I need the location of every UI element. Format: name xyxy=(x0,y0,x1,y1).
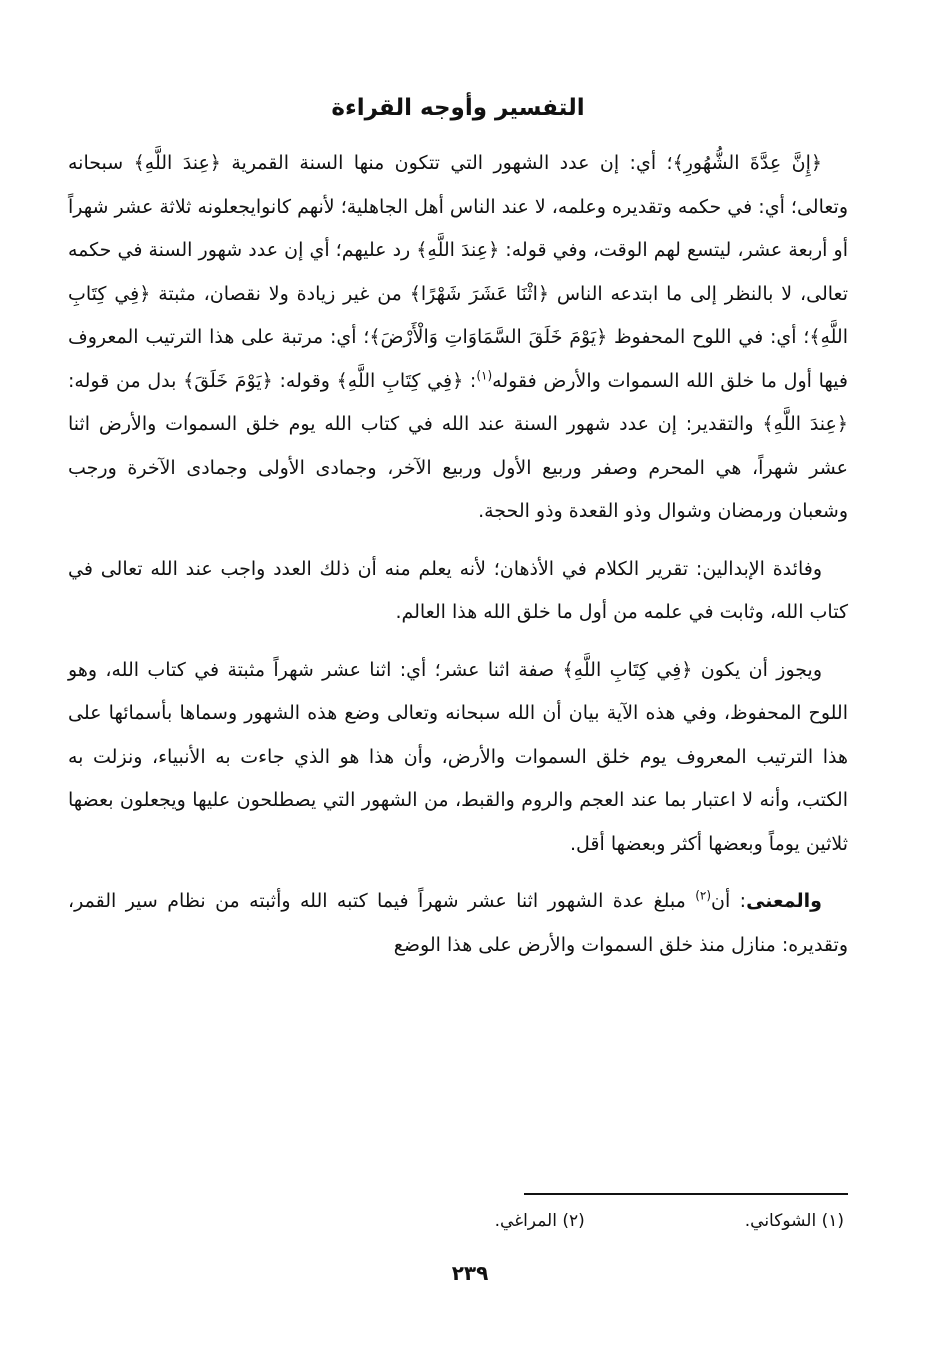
footnote-1: (١) الشوكاني. xyxy=(744,1211,844,1231)
paragraph-1-text: ﴿إِنَّ عِدَّةَ الشُّهُورِ﴾؛ أي: إن عدد الشهور التي تتكون منها السنة القمرية ﴿عِندَ اللَّهِ﴾ سبحانه وتعالى؛ أي: في حكمه وتقديره وعلمه، لا عند الناس أهل الجاهلية؛ لأنهم كانوايجعلونه ثلاثة عشر شهراً أو أربعة عشر، ليتسع لهم الوقت، وفي قوله: ﴿عِندَ اللَّهِ﴾ رد عليهم؛ أي إن عدد شهور السنة في حكمه تعالى، لا بالنظر إلى ما ابتدعه الناس ﴿اثْنَا عَشَرَ شَهْرًا﴾ من غير زيادة ولا نقصان، مثبتة ﴿فِي كِتَابِ اللَّهِ﴾؛ أي: في اللوح المحفوظ ﴿يَوْمَ خَلَقَ السَّمَاوَاتِ وَالْأَرْضَ﴾؛ أي: مرتبة على هذا الترتيب المعروف فيها أول ما خلق الله السموات والأرض فقوله xyxy=(68,152,848,392)
paragraph-4-text-continued: مبلغ عدة الشهور اثنا عشر شهراً فيما كتبه الله وأثبته من نظام سير القمر، وتقديره: منازل منذ خلق السموات والأرض على هذا الوضع xyxy=(68,890,848,956)
paragraph-2 xyxy=(68,548,848,635)
paragraph-1-text-continued: : ﴿فِي كِتَابِ اللَّهِ﴾ وقوله: ﴿يَوْمَ خَلَقَ﴾ بدل من قوله: ﴿عِندَ اللَّهِ﴾ والتقدير: إن عدد شهور السنة عند الله في كتاب الله يوم خلق السموات والأرض اثنا عشر شهراً، هي المحرم وصفر وربيع الأول وربيع الآخر، وجمادى الأولى وجمادى الآخرة ورجب وشعبان ورمضان وشوال وذو القعدة وذو الحجة. xyxy=(68,369,848,522)
footnote-divider xyxy=(524,1193,848,1195)
paragraph-1 xyxy=(68,142,848,534)
footnote-marker-2: (٢) xyxy=(695,888,712,903)
paragraph-2-text: وفائدة الإبدالين: تقرير الكلام في الأذهان؛ لأنه يعلم منه أن ذلك العدد واجب عند الله تعالى في كتاب الله، وثابت في علمه من أول ما خلق الله هذا العالم. xyxy=(68,557,848,623)
footnote-2: (٢) المراغي. xyxy=(494,1211,585,1231)
paragraph-3 xyxy=(68,649,848,867)
page-number: ٢٣٩ xyxy=(451,1261,489,1285)
footnotes xyxy=(284,1206,844,1236)
paragraph-4-lead: والمعنى xyxy=(746,890,822,912)
paragraph-3-text: ويجوز أن يكون ﴿فِي كِتَابِ اللَّهِ﴾ صفة اثنا عشر؛ أي: اثنا عشر شهراً مثبتة في كتاب الله، وهو اللوح المحفوظ، وفي هذه الآية بيان أن الله سبحانه وتعالى وضع هذه الشهور وسماها بأسمائها على هذا الترتيب المعروف يوم خلق السموات والأرض، وأن هذا هو الذي جاءت به الأنبياء، ونزلت به الكتب، وأنه لا اعتبار بما عند العجم والروم والقبط، من الشهور التي يصطلحون عليها ويجعلون بعضها ثلاثين يوماً وبعضها أكثر وبعضها أقل. xyxy=(68,658,848,855)
footnote-marker-1: (١) xyxy=(476,368,493,383)
page-title: التفسير وأوجه القراءة xyxy=(331,95,585,121)
paragraph-4-text: : أن xyxy=(711,890,747,912)
page-body xyxy=(68,80,848,981)
paragraph-4 xyxy=(68,880,848,967)
